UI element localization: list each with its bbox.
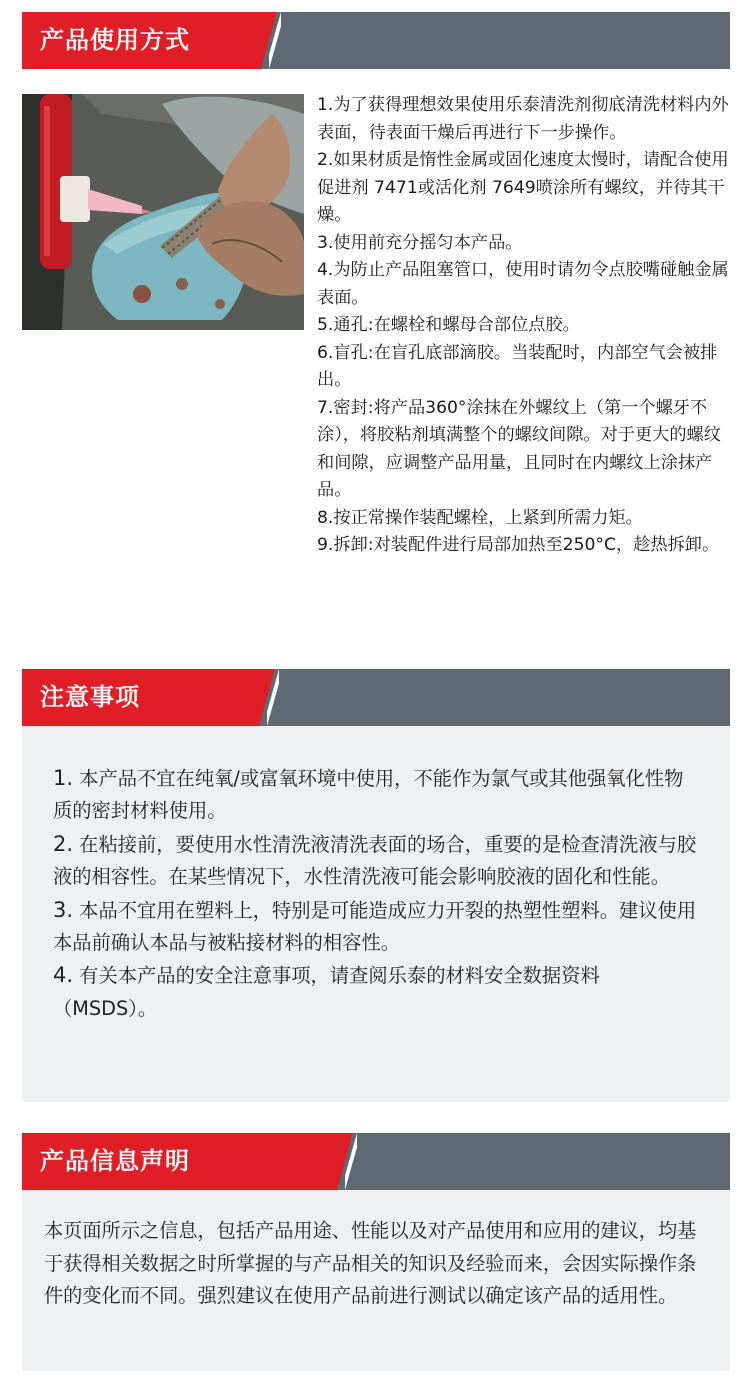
usage-section-header (22, 12, 730, 69)
usage-section-title: 产品使用方式 (40, 26, 190, 54)
precaution-item (53, 959, 700, 1025)
precaution-text: 本品不宜用在塑料上，特别是可能造成应力开裂的热塑性塑料。建议使用本品前确认本品与被粘接材料的相容性。 (53, 898, 697, 955)
precaution-item (53, 894, 700, 960)
usage-step: 4.为防止产品阻塞管口，使用时请勿令点胶嘴碰触金属表面。 (317, 260, 729, 308)
disclaimer-section-header (22, 1133, 730, 1190)
usage-step: 2.如果材质是惰性金属或固化速度太慢时，请配合使用促进剂 7471或活化剂 7649喷涂所有螺纹，并待其干燥。 (317, 150, 729, 225)
precaution-text: 本产品不宜在纯氧/或富氧环境中使用，不能作为氯气或其他强氧化性物质的密封材料使用。 (53, 767, 684, 823)
disclaimer-panel (22, 1190, 730, 1371)
photo-illustration (22, 94, 304, 330)
disclaimer-section-title: 产品信息声明 (40, 1147, 190, 1175)
usage-step: 7.密封:将产品360°涂抹在外螺纹上（第一个螺牙不涂），将胶粘剂填满整个的螺纹间隙。对于更大的螺纹和间隙，应调整产品用量，且同时在内螺纹上涂抹产品。 (317, 397, 721, 500)
precautions-list (22, 726, 730, 1025)
precaution-number: 4. (53, 963, 74, 988)
precautions-section-header (22, 669, 730, 726)
usage-step: 3.使用前充分摇匀本产品。 (317, 232, 523, 253)
precaution-item (53, 762, 700, 828)
usage-step: 1.为了获得理想效果使用乐泰清洗剂彻底清洗材料内外表面，待表面干燥后再进行下一步操作。 (317, 95, 729, 143)
precaution-item (53, 828, 700, 894)
precautions-section-title: 注意事项 (40, 683, 140, 711)
usage-step: 9.拆卸:对装配件进行局部加热至250°C，趁热拆卸。 (317, 535, 720, 555)
product-application-photo (22, 94, 304, 330)
precaution-text: 有关本产品的安全注意事项，请查阅乐泰的材料安全数据资料（MSDS）。 (53, 964, 600, 1020)
precaution-number: 1. (53, 766, 74, 790)
usage-steps-list (317, 92, 737, 560)
precautions-panel (22, 726, 730, 1102)
usage-step: 6.盲孔:在盲孔底部滴胶。当装配时，内部空气会被排出。 (317, 342, 718, 390)
disclaimer-text: 本页面所示之信息，包括产品用途、性能以及对产品使用和应用的建议，均基于获得相关数据之时所掌握的与产品相关的知识及经验而来，会因实际操作条件的变化而不同。强烈建议在使用产品前进行测试以确定该产品的适用性。 (44, 1219, 697, 1307)
usage-step: 5.通孔:在螺栓和螺母合部位点胶。 (317, 315, 580, 335)
precaution-text: 在粘接前，要使用水性清洗液清洗表面的场合，重要的是检查清洗液与胶液的相容性。在某些情况下，水性清洗液可能会影响胶液的固化和性能。 (53, 832, 697, 889)
precaution-number: 3. (53, 897, 74, 922)
precaution-number: 2. (53, 831, 74, 856)
usage-step: 8.按正常操作装配螺栓，上紧到所需力矩。 (317, 507, 643, 528)
